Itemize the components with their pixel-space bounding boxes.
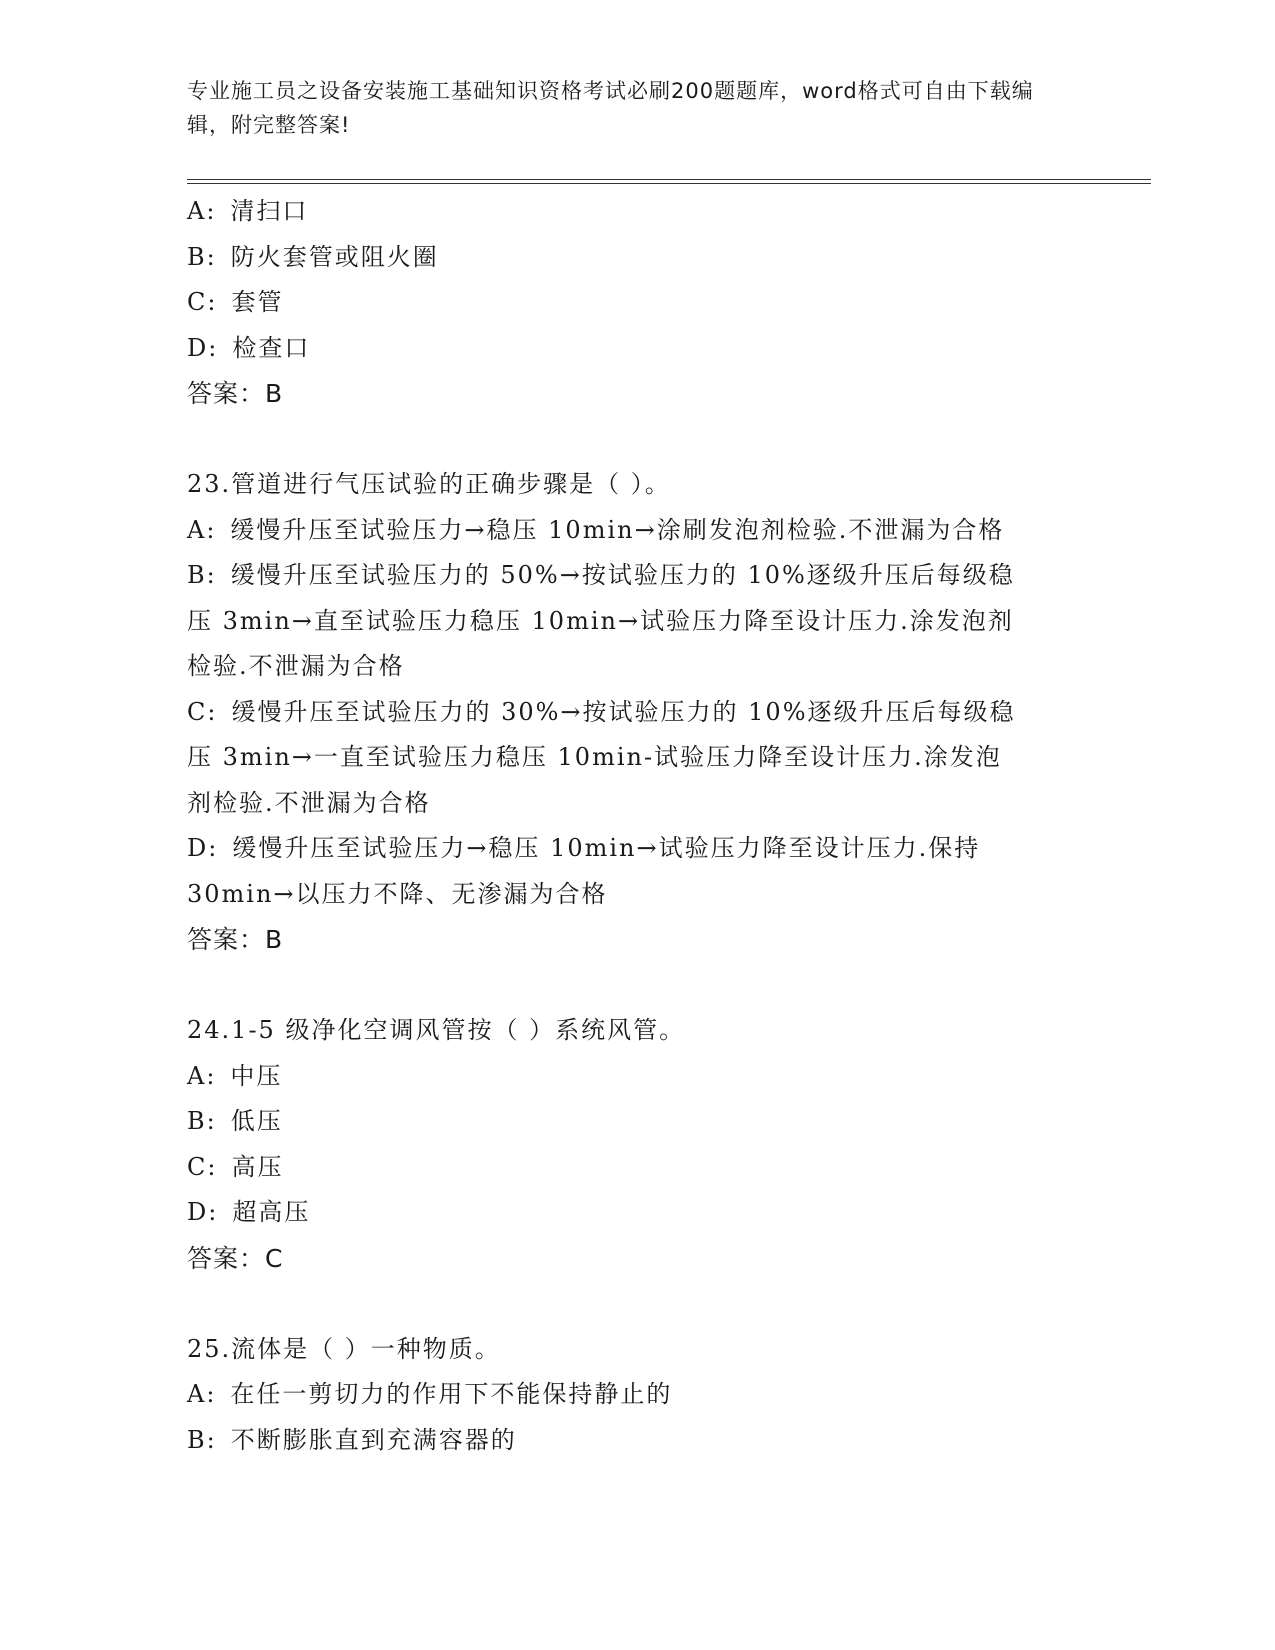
option-b-cont-2: 检验.不泄漏为合格 <box>187 652 405 680</box>
option-b: B: 不断膨胀直到充满容器的 <box>187 1425 517 1454</box>
header-divider-bottom <box>187 183 1151 184</box>
option-d: D: 超高压 <box>187 1198 311 1226</box>
option-d-cont-1: 30min→以压力不降、无渗漏为合格 <box>187 879 608 908</box>
option-a: A: 清扫口 <box>187 197 309 225</box>
question-25 <box>187 1327 1087 1464</box>
document-header: 专业施工员之设备安装施工基础知识资格考试必刷200题题库，word格式可自由下载编辑，附完整答案! <box>187 79 1034 137</box>
question-stem: 25.流体是（ ）一种物质。 <box>187 1334 501 1363</box>
question-23 <box>187 462 1087 963</box>
option-b-cont-1: 压 3min→直至试验压力稳压 10min→试验压力降至设计压力.涂发泡剂 <box>187 606 1014 635</box>
option-c: C: 缓慢升压至试验压力的 30%→按试验压力的 10%逐级升压后每级稳 <box>187 697 1016 726</box>
question-stem: 24.1-5 级净化空调风管按（ ）系统风管。 <box>187 1016 686 1044</box>
option-d: D: 缓慢升压至试验压力→稳压 10min→试验压力降至设计压力.保持 <box>187 834 981 862</box>
option-b: B: 缓慢升压至试验压力的 50%→按试验压力的 10%逐级升压后每级稳 <box>187 561 1015 589</box>
option-c-cont-2: 剂检验.不泄漏为合格 <box>187 788 431 817</box>
spacer <box>187 963 1087 1009</box>
option-a: A: 在任一剪切力的作用下不能保持静止的 <box>187 1380 673 1408</box>
option-b: B: 低压 <box>187 1107 283 1135</box>
spacer <box>187 1281 1087 1327</box>
question-22-continued <box>187 189 1087 417</box>
answer: 答案：B <box>187 379 284 408</box>
question-24 <box>187 1008 1087 1281</box>
spacer <box>187 417 1087 463</box>
question-stem: 23.管道进行气压试验的正确步骤是（ ）。 <box>187 470 671 498</box>
answer: 答案：B <box>187 925 284 954</box>
option-b: B: 防火套管或阻火圈 <box>187 242 439 271</box>
question-content <box>187 189 1087 1463</box>
header-divider-top <box>187 179 1151 180</box>
answer: 答案：C <box>187 1243 284 1273</box>
option-d: D: 检查口 <box>187 333 311 362</box>
option-a: A: 缓慢升压至试验压力→稳压 10min→涂刷发泡剂检验.不泄漏为合格 <box>187 515 1005 544</box>
option-c: C: 套管 <box>187 288 284 316</box>
option-a: A: 中压 <box>187 1061 283 1090</box>
option-c-cont-1: 压 3min→一直至试验压力稳压 10min-试验压力降至设计压力.涂发泡 <box>187 743 1002 771</box>
option-c: C: 高压 <box>187 1152 284 1181</box>
